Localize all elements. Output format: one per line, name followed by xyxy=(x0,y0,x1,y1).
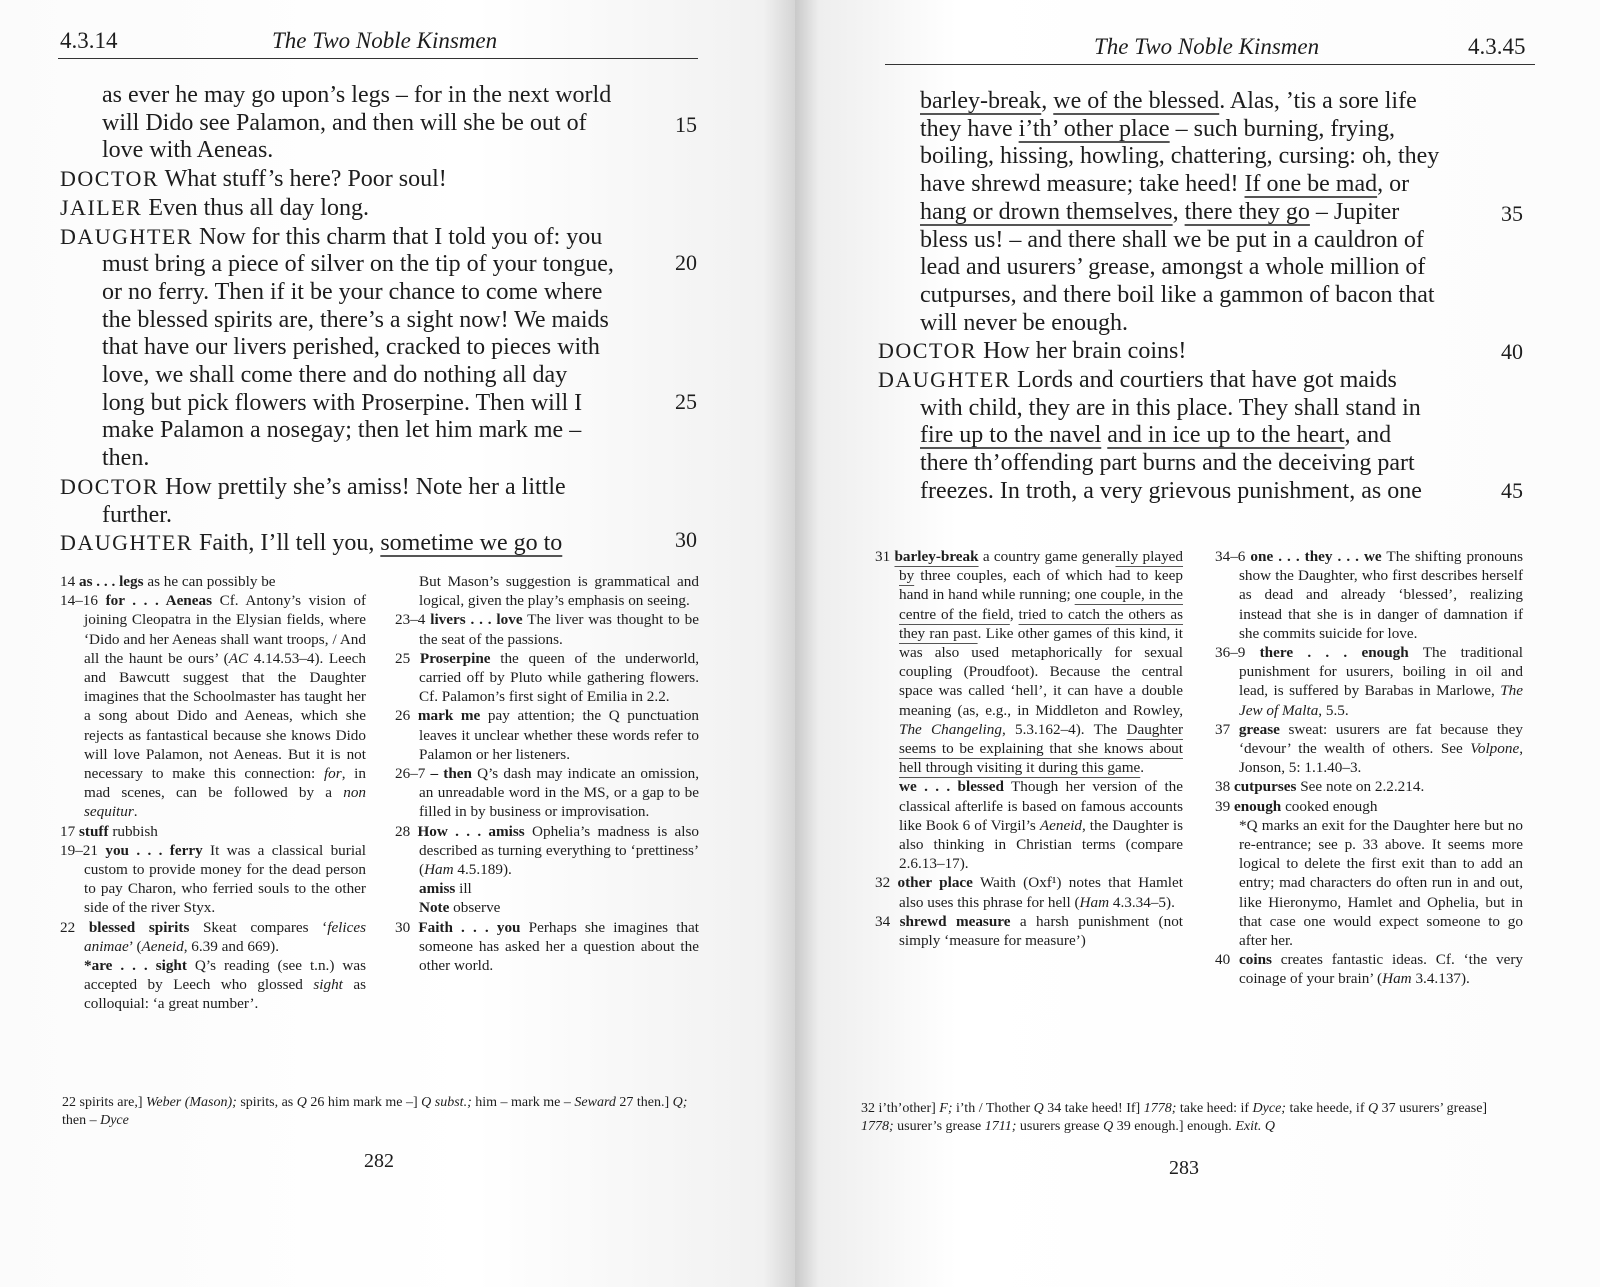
note-line-ref: 25 xyxy=(395,649,420,667)
note-line-ref: 40 xyxy=(1215,951,1240,969)
note-line-ref: 32 xyxy=(875,874,898,892)
text-run: *Q marks an exit for the Daughter here but no re-entrance; see p. 33 above. It seems more logical to delete the first exit than to add an entry; mad characters do often run in and out, like Hieronymo, Hamlet and Ophelia, but in that case one would expect someone to go after her. xyxy=(1239,816,1523,950)
text-run: sweat: usurers are fat because they ‘devour’ the wealth of others. See xyxy=(1239,720,1523,758)
text-run: Lords and courtiers that have got maids xyxy=(1017,367,1397,394)
text-run: barley-break xyxy=(920,88,1042,114)
speaker-name: DOCTOR xyxy=(60,166,160,192)
text-run: as he can possibly be xyxy=(143,573,276,590)
notes-column-2 xyxy=(395,572,699,975)
text-run: Q subst.; xyxy=(421,1095,472,1110)
commentary-note xyxy=(1215,547,1523,643)
text-run: Q’s dash may indicate an omission, an unreadable word in the MS, or a gap to be filled in by business or improvisation. xyxy=(419,765,699,821)
text-run: one . . . they . . . we xyxy=(1250,548,1382,565)
note-line-ref: 34 xyxy=(875,912,900,930)
note-line-ref: 26 xyxy=(395,707,418,725)
notes-column-1 xyxy=(875,547,1183,950)
verse-line xyxy=(60,307,645,335)
text-run: the blessed spirits are, there’s a sight now! We maids xyxy=(102,306,609,333)
line-number: 35 xyxy=(1501,200,1523,226)
note-line-ref: 31 xyxy=(875,548,895,565)
commentary-note xyxy=(875,912,1183,950)
commentary-note xyxy=(60,572,366,591)
verse-line xyxy=(878,143,1478,171)
running-title: The Two Noble Kinsmen xyxy=(1094,34,1320,59)
text-run: fire up to the navel xyxy=(920,422,1102,449)
play-text xyxy=(60,82,645,558)
text-run: i’th’ other place xyxy=(1018,115,1170,142)
commentary-note xyxy=(1215,797,1523,816)
line-number: 20 xyxy=(675,250,697,276)
text-run: him – mark me – xyxy=(471,1095,575,1110)
text-run: usurers grease xyxy=(1016,1119,1104,1134)
text-run: as colloquial: ‘a great number’. xyxy=(84,976,366,1013)
text-run: See note on 2.2.214. xyxy=(1296,778,1425,796)
text-run: 4.14.53–4). Leech and Bawcutt suggest that the Daughter imagines that the Schoolmaster has taught her a song about Dido and Aeneas, which she rejects as fantastical because she knows Dido will love Palamon, not Aeneas. But it is not necessary to make this connection: xyxy=(84,649,366,783)
note-line-ref: 22 xyxy=(60,918,89,936)
text-run: How . . . amiss xyxy=(417,822,525,840)
text-run: as ever he may go upon’s legs – for in the next world xyxy=(102,82,612,108)
text-run: 1778; xyxy=(1143,1101,1177,1116)
verse-line xyxy=(60,110,645,138)
text-run: The traditional punishment for usurers, boiling in oil and lead, is suffered by Barabas in Marlowe, xyxy=(1239,644,1523,700)
note-line-ref: 14 xyxy=(60,573,79,590)
text-run: Though her version of the classical afterlife is based on famous accounts like Book 6 of Virgil’s xyxy=(899,778,1184,834)
text-run: cooked enough xyxy=(1281,797,1378,815)
note-line-ref: 39 xyxy=(1215,797,1234,815)
speaker-name: DAUGHTER xyxy=(60,530,193,556)
text-run: , 5.3.162–4). The xyxy=(1001,720,1127,738)
commentary-note xyxy=(60,956,366,1014)
verse-line xyxy=(878,478,1478,506)
text-run: , 5.5. xyxy=(1318,701,1349,719)
left-page xyxy=(0,0,795,1287)
text-run: they have xyxy=(920,115,1019,142)
verse-line xyxy=(60,362,645,390)
text-run: 22 spirits are,] xyxy=(62,1095,146,1110)
text-run: Exit. Q xyxy=(1235,1119,1275,1134)
text-run: Dyce; xyxy=(1252,1101,1286,1116)
speaker-name: DOCTOR xyxy=(878,338,978,364)
text-run: there . . . enough xyxy=(1259,644,1409,662)
text-run: a harsh punishment (not simply ‘measure for measure’) xyxy=(899,912,1184,950)
text-run: cutpurses, and there boil like a gammon of bacon that xyxy=(920,281,1435,308)
text-run: amiss xyxy=(419,880,456,898)
text-run: Faith . . . you xyxy=(418,918,521,936)
verse-line xyxy=(60,279,645,307)
verse-line xyxy=(878,88,1478,116)
speech-line xyxy=(878,337,1478,366)
commentary-note xyxy=(60,918,366,956)
text-run: other place xyxy=(897,874,973,892)
text-run: 34 take heed! If] xyxy=(1043,1101,1144,1116)
act-scene-line-ref: 4.3.14 xyxy=(60,28,118,53)
running-title: The Two Noble Kinsmen xyxy=(272,28,498,53)
text-run: 4.3.34–5). xyxy=(1109,893,1175,911)
text-run: 1778; xyxy=(861,1119,894,1134)
text-run: Cf. Antony’s vision of joining Cleopatra in the Elysian fields, where ‘Dido and her Aeneas shall want troops, / And all the haunt be ours’ ( xyxy=(84,592,367,667)
note-line-ref: 36–9 xyxy=(1215,644,1260,662)
text-run: for xyxy=(323,765,342,783)
line-number: 15 xyxy=(675,111,697,137)
text-run: sometime we go to xyxy=(380,530,563,557)
text-run: boiling, hissing, howling, chattering, cursing: oh, they xyxy=(920,143,1440,170)
page-number: 282 xyxy=(364,1150,394,1172)
text-run: long but pick flowers with Proserpine. Then will I xyxy=(102,389,583,416)
header-rule xyxy=(58,58,698,59)
text-run: AC xyxy=(228,649,249,667)
verse-line xyxy=(60,502,645,530)
text-run: non sequitur xyxy=(84,784,366,821)
text-run: for . . . Aeneas xyxy=(105,592,213,610)
verse-line xyxy=(60,82,645,110)
note-line-ref: 26–7 xyxy=(395,765,431,783)
text-run: , xyxy=(1009,605,1019,623)
text-run: – Jupiter xyxy=(1309,198,1400,225)
text-run: The liver was thought to be the seat of the passions. xyxy=(419,611,700,648)
commentary-note xyxy=(395,649,699,707)
text-run: 26 him mark me –] xyxy=(306,1095,422,1110)
text-run: Q xyxy=(1103,1119,1114,1134)
text-run: must bring a piece of silver on the tip of your tongue, xyxy=(102,251,614,278)
header-rule xyxy=(885,64,1535,65)
verse-line xyxy=(878,450,1478,478)
text-run: have shrewd measure; take heed! xyxy=(920,171,1245,198)
verse-line xyxy=(878,282,1478,310)
line-number: 30 xyxy=(675,527,697,553)
text-run: Dyce xyxy=(100,1113,129,1128)
text-run: coins xyxy=(1239,951,1272,969)
commentary-note xyxy=(395,610,699,648)
text-run: pay attention; the Q punctuation leaves it unclear whether these words refer to Palamon or her listeners. xyxy=(419,707,700,763)
text-run: . xyxy=(1140,759,1145,777)
text-run: will Dido see Palamon, and then will she be out of xyxy=(102,109,587,136)
text-run: Ham xyxy=(1382,970,1412,988)
textual-collation xyxy=(861,1100,1511,1136)
text-run: – then xyxy=(430,765,472,783)
speech-line xyxy=(60,165,645,194)
text-run: Waith (Oxf¹) notes that Hamlet also uses this phrase for hell ( xyxy=(899,874,1183,911)
text-run: 27 then.] xyxy=(615,1095,673,1110)
speaker-name: DAUGHTER xyxy=(878,367,1011,393)
text-run: But Mason’s suggestion is grammatical and logical, given the play’s emphasis on seeing. xyxy=(419,573,699,610)
text-run: shrewd measure xyxy=(899,912,1011,930)
verse-line xyxy=(878,171,1478,199)
text-run: take heed: if xyxy=(1176,1101,1253,1116)
commentary-note xyxy=(1215,816,1523,950)
text-run: will never be enough. xyxy=(920,309,1128,336)
text-run: . Like other games of this kind, it was also used metaphorically for sexual coupling (Proudfoot). Because the central space was called ‘hell’, it can have a double meaning (as, e.g., in Middleton and Rowley, xyxy=(899,624,1183,719)
text-run: bless us! – and there shall we be put in a cauldron of xyxy=(920,226,1424,253)
text-run: then. xyxy=(102,445,150,472)
commentary-note xyxy=(395,572,699,610)
text-run: Aeneid xyxy=(1039,816,1083,834)
speaker-name: JAILER xyxy=(60,194,143,220)
verse-line xyxy=(878,310,1478,338)
text-run: Weber (Mason); xyxy=(145,1095,237,1110)
text-run: love, we shall come there and do nothing all day xyxy=(102,362,568,389)
text-run: barley-break xyxy=(894,548,979,565)
text-run: that have our livers perished, cracked to pieces with xyxy=(102,334,600,361)
right-page xyxy=(795,0,1600,1287)
verse-line xyxy=(60,137,645,165)
text-run: make Palamon a nosegay; then let him mark me – xyxy=(102,417,582,444)
text-run: , xyxy=(1172,198,1185,225)
line-number: 45 xyxy=(1501,477,1523,503)
text-run: . xyxy=(133,803,138,821)
text-run: , Jonson, 5: 1.1.40–3. xyxy=(1239,740,1523,777)
text-run: It was a classical burial custom to provide money for the dead person to pay Charon, who ferried souls to the other side of the river Styx. xyxy=(84,841,366,917)
note-line-ref: 19–21 xyxy=(60,841,106,859)
text-run: observe xyxy=(449,899,501,917)
commentary-note xyxy=(875,873,1183,911)
text-run: – such burning, frying, xyxy=(1169,115,1395,142)
text-run: the queen of the underworld, carried off by Pluto while gathering flowers. Cf. Palamon’s first sight of Emilia in 2.2. xyxy=(419,649,699,706)
text-run: and in ice up to the heart xyxy=(1107,422,1345,449)
text-run: Q; xyxy=(672,1095,688,1110)
text-run: usurer’s grease xyxy=(893,1119,985,1134)
text-run: 32 i’th’other] xyxy=(861,1101,940,1116)
speech-line xyxy=(878,366,1478,395)
verse-line xyxy=(60,334,645,362)
text-run: Q xyxy=(296,1095,307,1110)
text-run: there they go xyxy=(1184,198,1310,225)
text-run: creates fantastic ideas. Cf. ‘the very coinage of your brain’ ( xyxy=(1239,951,1524,988)
page-number: 283 xyxy=(1169,1157,1199,1179)
commentary-note xyxy=(1215,777,1523,796)
text-run: mark me xyxy=(417,707,481,725)
text-run: rubbish xyxy=(108,822,158,840)
text-run: 39 enough.] enough. xyxy=(1113,1119,1236,1134)
text-run: , the Daughter is also thinking in Christian terms (compare 2.6.13–17). xyxy=(899,816,1183,873)
notes-column-2 xyxy=(1215,547,1523,989)
speaker-name: DAUGHTER xyxy=(60,223,193,249)
line-number: 25 xyxy=(675,388,697,414)
text-run: The Changeling xyxy=(899,720,1002,738)
text-run: one couple, in the centre of the field xyxy=(899,586,1183,623)
text-run: Ham xyxy=(1079,893,1110,911)
text-run: livers . . . love xyxy=(430,611,523,629)
text-run: with child, they are in this place. They shall stand in xyxy=(920,394,1421,421)
note-line-ref: 17 xyxy=(60,822,79,840)
commentary-note xyxy=(1215,643,1523,720)
text-run: Seward xyxy=(574,1095,616,1110)
commentary-note xyxy=(1215,950,1523,988)
verse-line xyxy=(60,445,645,473)
text-run: The Jew of Malta xyxy=(1239,682,1523,719)
text-run: How prettily she’s amiss! Note her a little xyxy=(165,473,566,500)
verse-line xyxy=(878,227,1478,255)
text-run: . Alas, ’tis a sore life xyxy=(1219,88,1417,114)
act-scene-line-ref: 4.3.45 xyxy=(1468,34,1526,59)
text-run: , xyxy=(1041,88,1054,114)
text-run: blessed spirits xyxy=(88,918,190,936)
text-run: 3.4.137). xyxy=(1411,970,1470,988)
text-run: Q xyxy=(1033,1101,1044,1116)
commentary-note xyxy=(1215,720,1523,778)
text-run: grease xyxy=(1238,720,1280,738)
text-run: we of the blessed xyxy=(1053,88,1220,114)
commentary-note xyxy=(60,841,366,918)
notes-column-1 xyxy=(60,572,366,1014)
text-run: 37 usurers’ grease] xyxy=(1378,1101,1488,1116)
text-run: Aeneid xyxy=(141,937,184,955)
commentary-note xyxy=(395,918,699,976)
text-run: as . . . legs xyxy=(78,573,144,590)
text-run: cutpurses xyxy=(1233,778,1297,796)
text-run: Now for this charm that I told you of: you xyxy=(199,223,603,250)
note-line-ref: 14–16 xyxy=(60,592,106,610)
text-run: Volpone xyxy=(1470,740,1520,758)
speech-line xyxy=(60,194,645,223)
text-run: ally played by xyxy=(899,548,1184,585)
commentary-note xyxy=(395,706,699,764)
text-run: Skeat compares ‘ xyxy=(189,918,328,936)
note-line-ref: 30 xyxy=(395,918,419,936)
text-run: hang or drown themselves xyxy=(920,198,1173,225)
note-line-ref: 23–4 xyxy=(395,611,431,629)
commentary-note xyxy=(395,898,699,917)
text-run: , and xyxy=(1344,422,1392,449)
text-run: Q xyxy=(1367,1101,1379,1116)
speech-line xyxy=(60,529,645,558)
running-head xyxy=(880,34,1540,62)
text-run: If one be mad xyxy=(1244,171,1378,198)
play-text xyxy=(878,88,1478,506)
text-run: ’ ( xyxy=(128,937,142,955)
text-run: we . . . blessed xyxy=(899,778,1004,796)
text-run: lead and usurers’ grease, amongst a whole million of xyxy=(920,254,1426,281)
text-run: take heede, if xyxy=(1285,1101,1368,1116)
text-run: , or xyxy=(1377,171,1410,198)
text-run: , 6.39 and 669). xyxy=(183,937,280,955)
verse-line xyxy=(60,390,645,418)
text-run: Proserpine xyxy=(419,649,491,667)
text-run: then – xyxy=(62,1113,101,1128)
running-head xyxy=(60,28,700,56)
verse-line xyxy=(878,199,1478,227)
note-line-ref: 34–6 xyxy=(1215,548,1251,565)
text-run: How her brain coins! xyxy=(983,338,1187,365)
text-run: Q’s reading (see t.n.) was accepted by Leech who glossed xyxy=(84,957,367,994)
commentary-note xyxy=(60,822,366,841)
text-run: there th’offending part burns and the deceiving part xyxy=(920,450,1415,477)
text-run: a country game gener xyxy=(978,548,1116,565)
text-run: 1711; xyxy=(984,1119,1017,1134)
verse-line xyxy=(60,251,645,279)
text-run: What stuff’s here? Poor soul! xyxy=(164,166,447,193)
text-run: Ophelia’s madness is also described as turning everything to ‘prettiness’ ( xyxy=(419,822,699,879)
speech-line xyxy=(60,223,645,252)
text-run: Perhaps she imagines that someone has asked her a question about the other world. xyxy=(419,918,700,975)
text-run: three couples, each of which had to keep hand in hand while running; xyxy=(899,567,1183,604)
text-run: 4.5.189). xyxy=(453,861,512,879)
text-run: Ham xyxy=(424,861,454,879)
text-run: *are . . . sight xyxy=(84,957,187,975)
note-line-ref: 37 xyxy=(1215,720,1239,738)
text-run: you . . . ferry xyxy=(105,841,203,859)
text-run: spirits, as xyxy=(236,1095,297,1110)
commentary-note xyxy=(395,822,699,880)
text-run: further. xyxy=(102,501,172,528)
verse-line xyxy=(878,116,1478,144)
note-line-ref: 38 xyxy=(1215,778,1234,796)
text-run: i’th / Thother xyxy=(952,1101,1034,1116)
text-run: felices animae xyxy=(84,918,367,955)
speech-line xyxy=(60,473,645,502)
text-run: Daughter seems to be explaining that she knows about hell through visiting it during this game xyxy=(899,720,1184,777)
text-run: stuff xyxy=(78,822,109,840)
verse-line xyxy=(60,417,645,445)
verse-line xyxy=(878,254,1478,282)
text-run: freezes. In troth, a very grievous punishment, as one xyxy=(920,477,1422,504)
text-run: love with Aeneas. xyxy=(102,137,274,164)
text-run: F; xyxy=(939,1101,953,1116)
text-run: tried to catch the others as they ran past xyxy=(899,605,1184,642)
text-run: ill xyxy=(455,880,472,898)
line-number: 40 xyxy=(1501,339,1523,365)
note-line-ref: 28 xyxy=(395,822,418,840)
text-run: Faith, I’ll tell you, xyxy=(199,530,381,557)
text-run: Even thus all day long. xyxy=(148,194,369,221)
text-run: or no ferry. Then if it be your chance to come where xyxy=(102,278,603,305)
text-run: , in mad scenes, can be followed by a xyxy=(84,765,366,802)
commentary-note xyxy=(60,591,366,821)
verse-line xyxy=(878,422,1478,450)
text-run: The shifting pronouns show the Daughter, who first describes herself as dead and already ‘blessed’, realizing instead that she is in danger of damnation if she commits suicide for love. xyxy=(1239,548,1524,642)
commentary-note xyxy=(395,879,699,898)
commentary-note xyxy=(395,764,699,822)
speaker-name: DOCTOR xyxy=(60,473,160,499)
text-run: sight xyxy=(313,976,343,994)
text-run: enough xyxy=(1233,797,1282,815)
verse-line xyxy=(878,395,1478,423)
text-run: Note xyxy=(419,899,450,917)
textual-collation xyxy=(62,1094,698,1130)
commentary-note xyxy=(875,777,1183,873)
commentary-note xyxy=(875,547,1183,777)
